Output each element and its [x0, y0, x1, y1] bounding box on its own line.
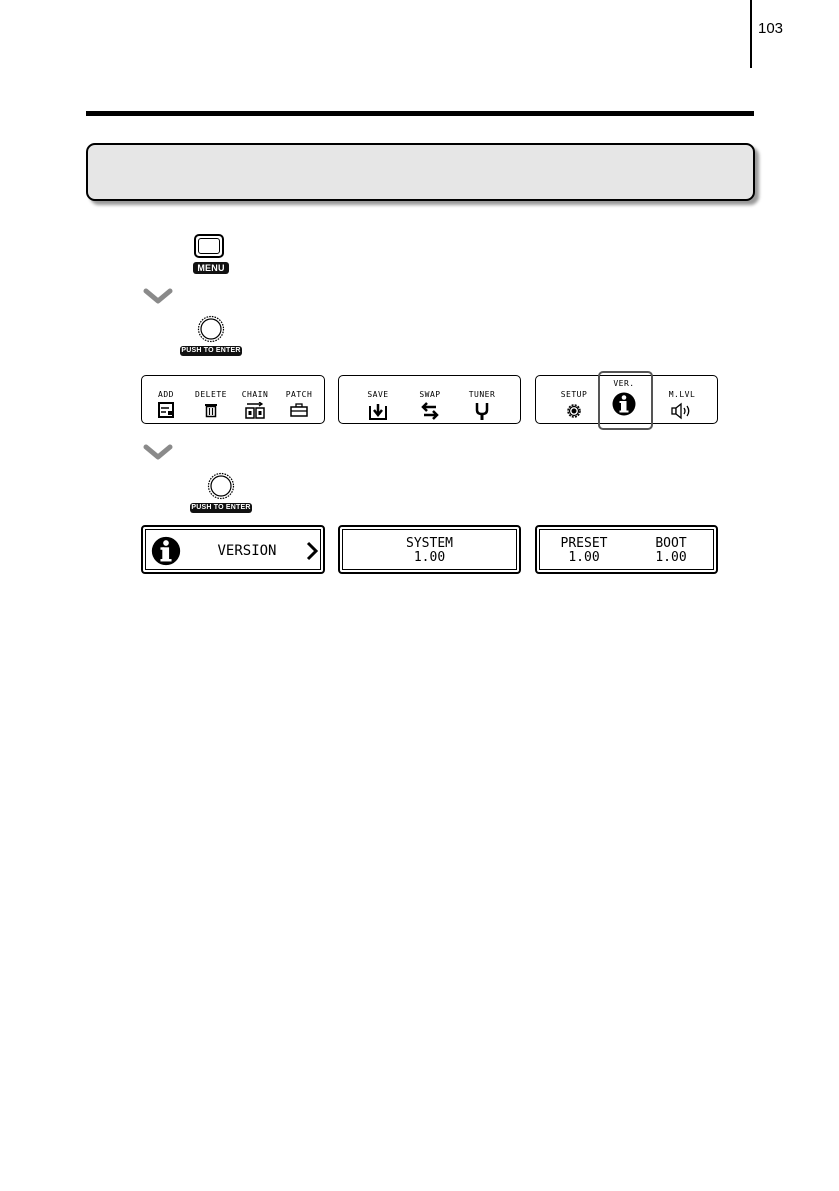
section-heading-box [86, 143, 755, 201]
menu-button-label: MENU [193, 262, 229, 274]
chain-icon [245, 402, 265, 420]
menu-screen-1 [141, 375, 325, 424]
chevron-down-icon [142, 287, 174, 307]
swap-icon [420, 402, 440, 420]
menu-item-patch: PATCH [282, 390, 316, 418]
selection-highlight [598, 371, 653, 430]
boot-value: 1.00 [655, 550, 687, 565]
version-screen-3 [535, 525, 718, 574]
knob-icon [207, 472, 235, 500]
push-to-enter-label: PUSH TO ENTER [181, 347, 241, 354]
menu-item-setup: SETUP [556, 390, 592, 420]
menu-item-save: SAVE [361, 390, 395, 420]
version-screen-2 [338, 525, 521, 574]
save-icon [369, 402, 387, 420]
page-number: 103 [758, 20, 784, 37]
speaker-icon [671, 402, 693, 420]
version-screen-1 [141, 525, 325, 574]
gear-icon [565, 402, 583, 420]
menu-item-mlvl: M.LVL [662, 390, 702, 420]
knob-icon [197, 315, 225, 343]
trash-icon [203, 402, 219, 418]
tuning-fork-icon [474, 402, 490, 420]
section-rule [86, 111, 754, 116]
info-icon [151, 535, 181, 567]
chevron-down-icon [142, 443, 174, 463]
menu-item-add: ADD [152, 390, 180, 418]
page-number-divider [750, 0, 752, 68]
menu-item-delete: DELETE [192, 390, 230, 418]
chevron-right-icon [305, 541, 319, 561]
version-title: VERSION [217, 543, 277, 559]
preset-value: 1.00 [568, 550, 600, 565]
push-to-enter-label: PUSH TO ENTER [191, 504, 251, 511]
add-icon [158, 402, 174, 418]
menu-item-swap: SWAP [413, 390, 447, 420]
preset-label: PRESET [560, 536, 608, 551]
boot-label: BOOT [655, 536, 687, 551]
system-value: 1.00 [413, 550, 446, 565]
toolbox-icon [290, 402, 308, 418]
menu-item-chain: CHAIN [238, 390, 272, 420]
menu-screen-2 [338, 375, 521, 424]
menu-item-tuner: TUNER [465, 390, 499, 420]
menu-item-ver: VER. [606, 379, 642, 417]
menu-button-icon [194, 234, 224, 258]
system-label: SYSTEM [406, 536, 453, 551]
